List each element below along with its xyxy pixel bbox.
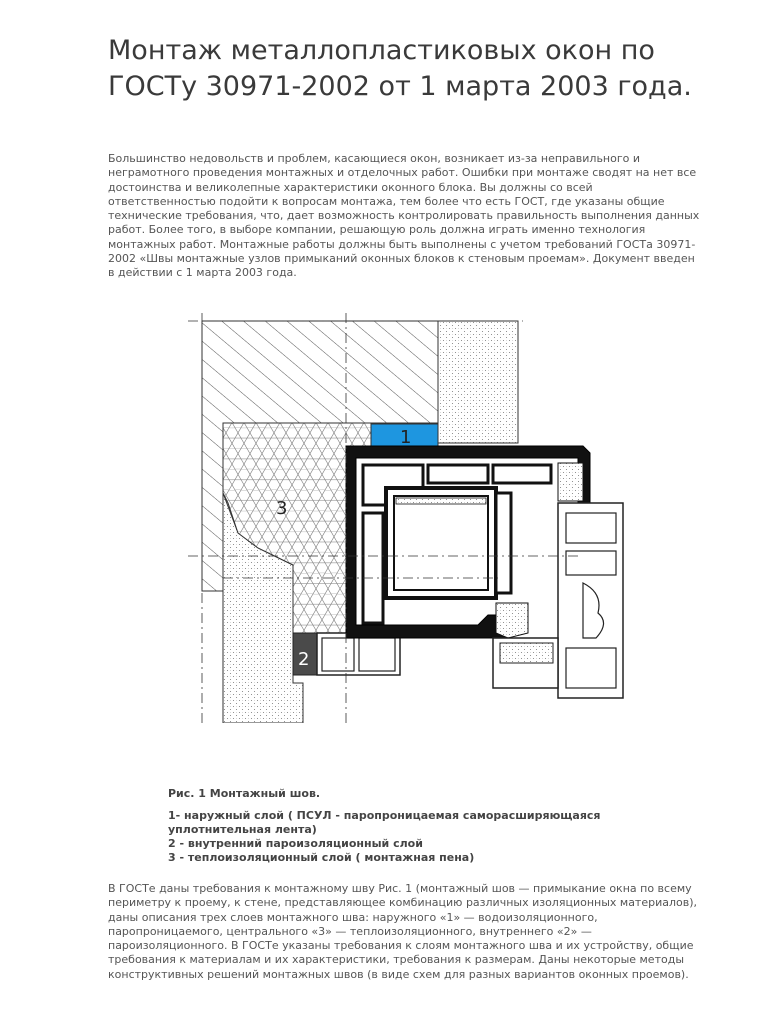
- text-line: В ГОСТе даны требования к монтажному шву Рис. 1 (монтажный шов — примыкание окна по всему: [108, 882, 692, 895]
- page-title: [108, 33, 748, 105]
- text-line: неграмотного проведения монтажных и отделочных работ. Ошибки при монтаже сводят на нет все: [108, 166, 697, 180]
- caption-item: 3 - теплоизоляционный слой ( монтажная пена): [168, 851, 475, 864]
- caption-item: 2 - внутренний пароизоляционный слой: [168, 837, 423, 850]
- text-line: в действии с 1 марта 2003 года.: [108, 266, 297, 280]
- caption-item: 1- наружный слой ( ПСУЛ - паропроницаемая саморасширяющаяся: [168, 809, 601, 822]
- label-foam-insulation: 3: [276, 498, 288, 519]
- caption-title: Рис. 1 Монтажный шов.: [168, 787, 321, 800]
- figure-caption: [168, 787, 601, 865]
- text-line: монтажных работ. Монтажные работы должны быть выполнены с учетом требований ГОСТа 30971-: [108, 237, 696, 251]
- text-line: 2002 «Швы монтажные узлов примыканий оконных блоков к стеновым проемам». Документ введен: [108, 252, 695, 266]
- text-line: ответственностью подойти к вопросам монтажа, тем более что есть ГОСТ, где указаны общие: [108, 194, 665, 208]
- text-line: конструктивных решений монтажных швов (в виде схем для разных вариантов оконных проемов).: [108, 967, 689, 981]
- title-line: Монтаж металлопластиковых окон по: [108, 35, 655, 66]
- text-line: технические требования, что, дает возможность контролировать правильность выполнения данных: [108, 209, 700, 223]
- text-line: пароизоляционного. В ГОСТе указаны требования к слоям монтажного шва и их устройству, общие: [108, 939, 694, 953]
- text-line: даны описания трех слоев монтажного шва: наружного «1» — водоизоляционного,: [108, 910, 598, 924]
- title-line: ГОСТу 30971-2002 от 1 марта 2003 года.: [108, 71, 692, 102]
- text-line: Большинство недовольств и проблем, касающиеся окон, возникает из-за неправильного и: [108, 152, 641, 165]
- label-inner-vapor: 2: [298, 649, 310, 670]
- text-line: достоинства и великолепные характеристики оконного блока. Вы должны со всей: [108, 180, 593, 194]
- text-line: требования к материалам и их характеристики, требования к размерам. Даны некоторые методы: [108, 953, 685, 967]
- label-outer-seal: 1: [400, 427, 412, 448]
- support-profile: [317, 633, 400, 675]
- intro-paragraph: [108, 152, 720, 281]
- caption-item: уплотнительная лента): [168, 823, 317, 836]
- mounting-seam-diagram: [178, 303, 638, 727]
- outro-paragraph: [108, 882, 720, 982]
- text-line: периметру к проему, к стене, представляющее комбинацию различных изоляционных материалов),: [108, 896, 698, 910]
- text-line: паропроницаемого, центрального «3» — теплоизоляционного, внутреннего «2» —: [108, 924, 592, 938]
- text-line: работ. Более того, в выборе компании, решающую роль должна играть именно технология: [108, 223, 646, 237]
- wall-plaster-top: [438, 321, 518, 443]
